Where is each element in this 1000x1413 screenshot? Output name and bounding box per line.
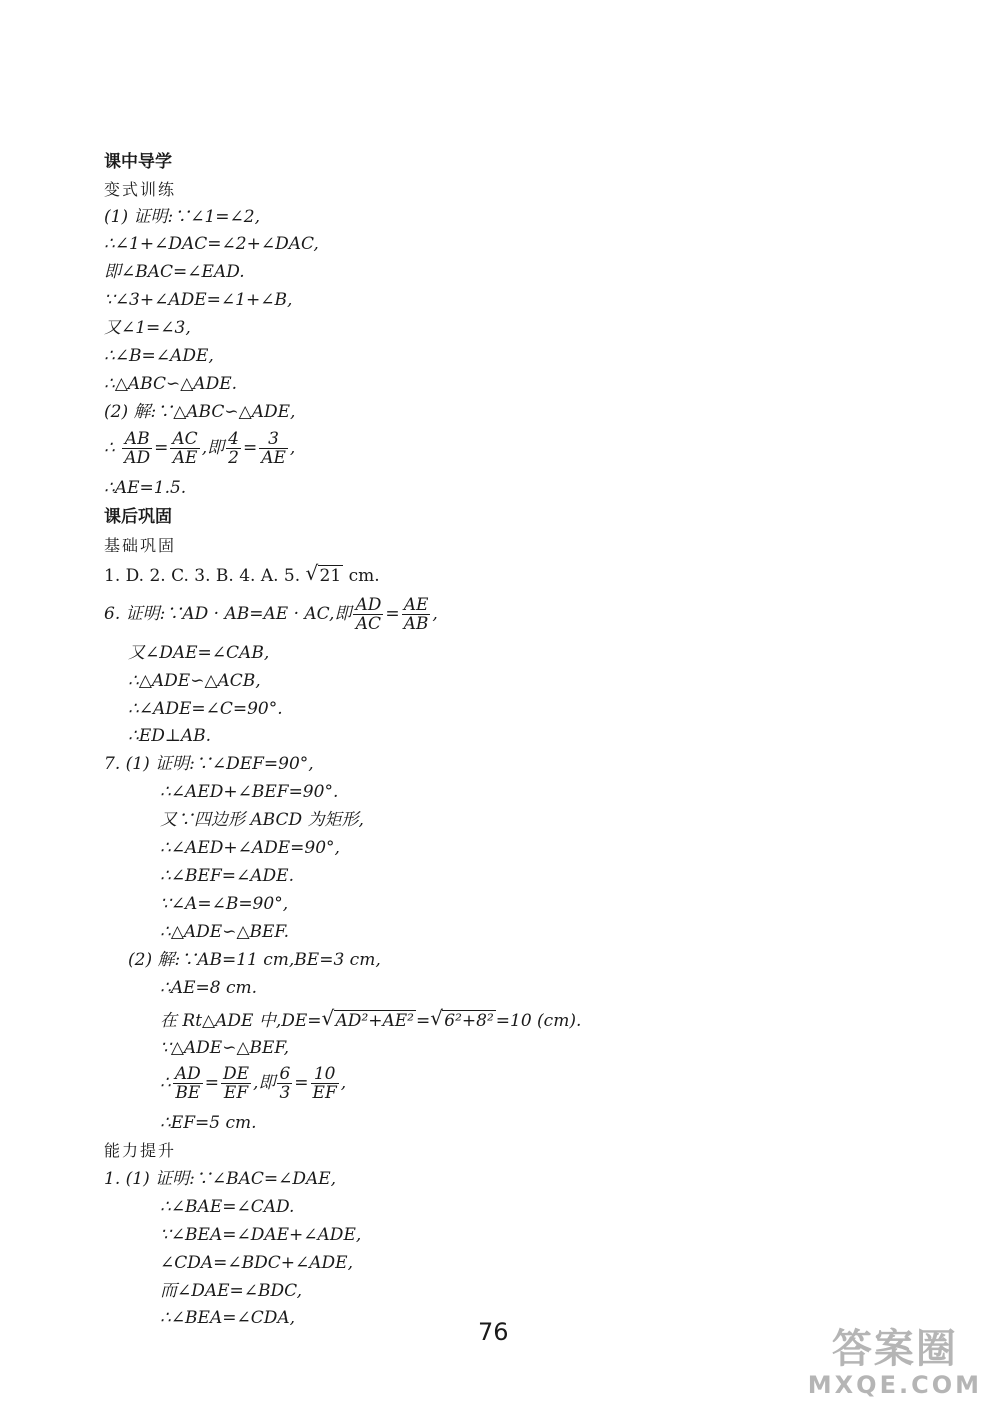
fraction [226, 430, 241, 467]
radicand: AD²+AE² [335, 1011, 414, 1031]
answers-line [104, 561, 380, 587]
radicand: 6²+8² [444, 1011, 494, 1031]
fraction [277, 1065, 292, 1102]
square-root [305, 561, 344, 587]
fraction [221, 1065, 251, 1102]
rt-suffix: =10 (cm). [495, 1011, 582, 1031]
page-number: 76 [478, 1318, 509, 1346]
q6-proof-line: ∴ED⊥AB. [128, 726, 212, 746]
ability-line: ∴∠BAE=∠CAD. [160, 1197, 295, 1217]
fraction [259, 430, 288, 467]
radical-sign-icon: √ [305, 561, 319, 585]
equals-sign: = [154, 438, 169, 458]
fraction-numerator: AD [174, 1064, 201, 1084]
proof-line: ∴∠B=∠ADE, [104, 346, 214, 366]
watermark-url: MXQE.COM [807, 1371, 982, 1399]
section-subtitle-basic: 基础巩固 [104, 536, 177, 555]
proof-line: ∴∠1+∠DAC=∠2+∠DAC, [104, 234, 319, 254]
watermark-text: 答案圈 [831, 1326, 958, 1372]
section-title-in-class: 课中导学 [104, 152, 172, 172]
fraction [173, 1065, 203, 1102]
q7-ratio-line [160, 1065, 346, 1102]
proof-line: ∵∠3+∠ADE=∠1+∠B, [104, 290, 293, 310]
q7-conclusion-line: ∴EF=5 cm. [160, 1113, 257, 1133]
fraction [402, 596, 431, 633]
fraction-denominator: AE [261, 448, 286, 468]
answers-text: 1. D. 2. C. 3. B. 4. A. 5. [104, 566, 306, 586]
q6-suffix: , [432, 604, 438, 624]
q6-line [104, 596, 438, 633]
fraction-denominator: 3 [279, 1083, 291, 1103]
fraction-numerator: AE [402, 596, 431, 615]
q7-line: (2) 解:∵AB=11 cm,BE=3 cm, [128, 950, 381, 970]
q7-rt-line [160, 1006, 582, 1032]
ability-line: 而∠DAE=∠BDC, [160, 1281, 302, 1301]
q7-line: ∴∠AED+∠BEF=90°. [160, 782, 339, 802]
ability-line: ∵∠BEA=∠DAE+∠ADE, [160, 1225, 362, 1245]
q6-proof-line: 又∠DAE=∠CAB, [128, 643, 270, 663]
fraction [170, 430, 199, 467]
fraction-numerator: AD [355, 595, 382, 615]
proof-line: (2) 解:∵△ABC∽△ADE, [104, 402, 296, 422]
fraction-numerator: 3 [259, 430, 288, 449]
radical-sign-icon: √ [321, 1006, 335, 1030]
q7-line: ∴△ADE∽△BEF. [160, 922, 289, 942]
equals-sign: = [385, 604, 400, 624]
fraction-denominator: BE [175, 1083, 201, 1103]
equals-sign: = [294, 1073, 309, 1093]
fraction-denominator: EF [312, 1083, 337, 1103]
fraction-denominator: AD [124, 448, 151, 468]
fraction [311, 1065, 339, 1102]
section-title-after-class: 课后巩固 [104, 507, 172, 527]
fraction-numerator: DE [223, 1064, 250, 1084]
q7-line: 7. (1) 证明:∵∠DEF=90°, [104, 754, 314, 774]
ability-line: 1. (1) 证明:∵∠BAC=∠DAE, [104, 1169, 337, 1189]
fraction-denominator: AB [403, 614, 429, 634]
ratio-mid: ,即 [201, 438, 225, 458]
equals-sign: = [204, 1073, 219, 1093]
proof-line: 即∠BAC=∠EAD. [104, 262, 245, 282]
fraction-numerator: 6 [279, 1064, 291, 1084]
proof-line: ∴△ABC∽△ADE. [104, 374, 238, 394]
fraction-denominator: AC [355, 614, 382, 634]
ability-line: ∠CDA=∠BDC+∠ADE, [160, 1253, 353, 1273]
fraction [353, 596, 383, 633]
ratio-suffix: , [289, 438, 296, 458]
ratio-suffix: , [340, 1073, 347, 1093]
ratio-prefix: ∴ [160, 1073, 171, 1093]
square-root [321, 1006, 416, 1032]
fraction-numerator: 10 [311, 1065, 339, 1084]
ability-line: ∴∠BEA=∠CDA, [160, 1308, 296, 1328]
watermark-logo [808, 1327, 982, 1399]
q7-line: ∴AE=8 cm. [160, 978, 258, 998]
fraction-numerator: 4 [228, 429, 239, 449]
section-subtitle-variant-training: 变式训练 [104, 180, 177, 199]
section-subtitle-ability: 能力提升 [104, 1141, 177, 1160]
rt-prefix: 在 Rt△ADE 中,DE= [160, 1011, 322, 1031]
q7-line: ∵∠A=∠B=90°, [160, 894, 289, 914]
q6-proof-line: ∴△ADE∽△ACB, [128, 671, 261, 691]
ratio-line [104, 430, 295, 467]
q7-line: ∴∠AED+∠ADE=90°, [160, 838, 340, 858]
fraction-denominator: AE [172, 448, 198, 468]
proof-line: 又∠1=∠3, [104, 318, 191, 338]
fraction [122, 430, 152, 467]
fraction-denominator: 2 [228, 448, 239, 468]
equals-sign: = [242, 438, 258, 458]
q6-proof-line: ∴∠ADE=∠C=90°. [128, 699, 283, 719]
proof-line: (1) 证明:∵∠1=∠2, [104, 207, 260, 227]
fraction-denominator: EF [223, 1083, 249, 1103]
q7-line: 又∵四边形 ABCD 为矩形, [160, 810, 364, 830]
fraction-numerator: AC [172, 429, 198, 449]
equals-sign: = [416, 1011, 431, 1031]
q6-text: 6. 证明:∵AD · AB=AE · AC,即 [104, 604, 352, 624]
q7-line: ∴∠BEF=∠ADE. [160, 866, 294, 886]
ratio-mid: ,即 [253, 1073, 276, 1093]
ratio-prefix: ∴ [104, 438, 115, 458]
conclusion-line: ∴AE=1.5. [104, 478, 187, 498]
radicand: 21 [319, 566, 342, 586]
answers-unit: cm. [343, 566, 380, 586]
radical-sign-icon: √ [430, 1006, 443, 1030]
square-root [430, 1006, 496, 1032]
fraction-numerator: AB [122, 430, 152, 449]
q7-similar-line: ∵△ADE∽△BEF, [160, 1038, 289, 1058]
